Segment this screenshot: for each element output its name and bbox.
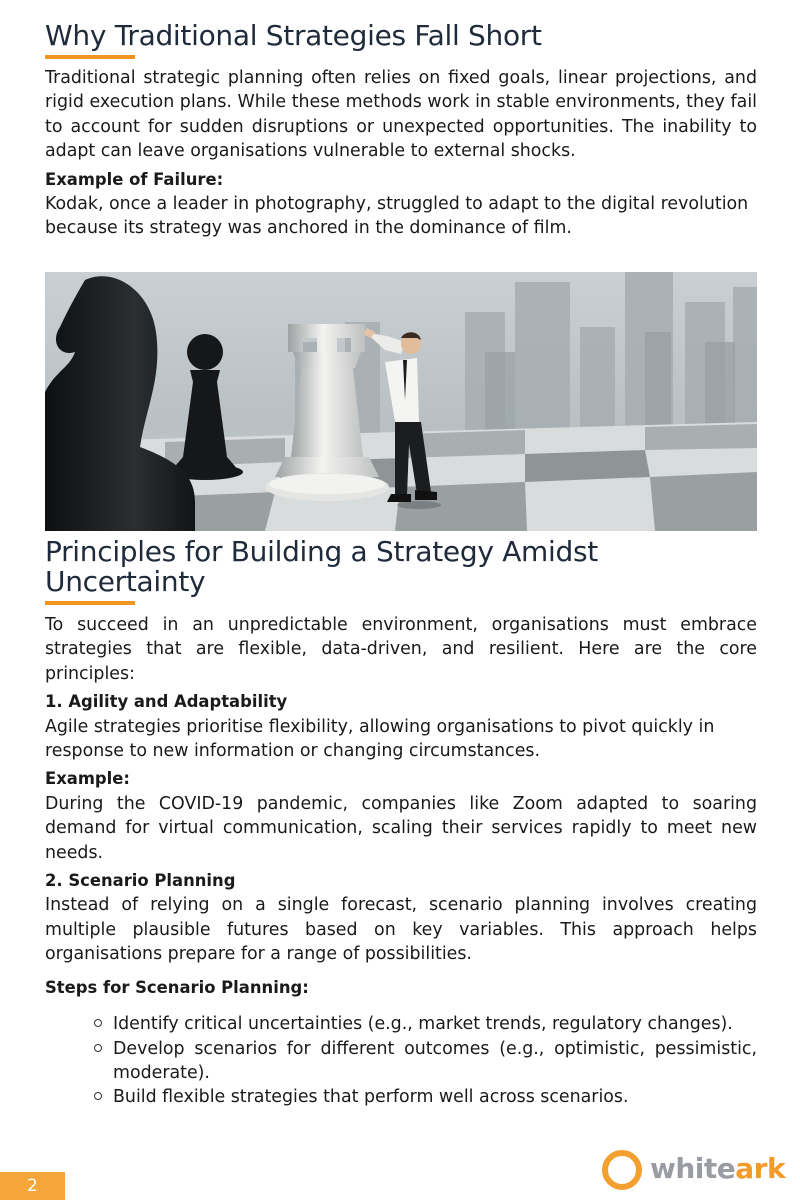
circle-bullet-icon xyxy=(94,1044,102,1052)
scenario-planning-paragraph: Instead of relying on a single forecast, scenario planning involves creating multiple plausible futures based on key variables. This approach helps organisations prepare for a range of possibilities. xyxy=(45,895,757,965)
whiteark-logo xyxy=(602,1149,787,1189)
example-of-failure-heading: Example of Failure: xyxy=(45,169,224,189)
section-title-traditional: Why Traditional Strategies Fall Short xyxy=(45,19,542,52)
circle-bullet-icon xyxy=(94,1092,102,1100)
kodak-example-paragraph: Kodak, once a leader in photography, struggled to adapt to the digital revolution because its strategy was anchored in the dominance of film. xyxy=(45,194,749,239)
logo-wordmark: whiteark xyxy=(650,1152,786,1185)
circle-bullet-icon xyxy=(94,1019,102,1027)
steps-heading: Steps for Scenario Planning: xyxy=(45,977,309,997)
agility-paragraph: Agile strategies prioritise flexibility, allowing organisations to pivot quickly in response to new information or changing circumstances. xyxy=(45,716,715,762)
principles-intro-paragraph: To succeed in an unpredictable environment, organisations must embrace strategies that are flexible, data-driven, and resilient. Here are the core principles: xyxy=(45,615,757,684)
list-item: Build flexible strategies that perform well across scenarios. xyxy=(92,1085,757,1109)
zoom-example-paragraph: During the COVID-19 pandemic, companies like Zoom adapted to soaring demand for virtual communication, scaling their services rapidly to meet new needs. xyxy=(45,793,757,863)
section-title-principles: Principles for Building a Strategy Amidst Uncertainty xyxy=(45,535,598,598)
logo-ring-icon xyxy=(602,1150,642,1190)
scenario-planning-heading: 2. Scenario Planning xyxy=(45,871,236,891)
list-item: Develop scenarios for different outcomes (e.g., optimistic, pessimistic, moderate). xyxy=(92,1037,757,1086)
example-heading: Example: xyxy=(45,769,130,789)
page-number: 2 xyxy=(0,1172,65,1200)
list-item: Identify critical uncertainties (e.g., market trends, regulatory changes). xyxy=(92,1012,757,1036)
chess-businessman-photo xyxy=(45,272,757,531)
steps-list xyxy=(45,1012,757,1110)
agility-heading: 1. Agility and Adaptability xyxy=(45,692,288,712)
traditional-intro-paragraph: Traditional strategic planning often relies on fixed goals, linear projections, and rigid execution plans. While these methods work in stable environments, they fail to account for sudden disruptions or unexpected opportunities. The inability to adapt can leave organisations vulnerable to external shocks. xyxy=(45,68,757,162)
